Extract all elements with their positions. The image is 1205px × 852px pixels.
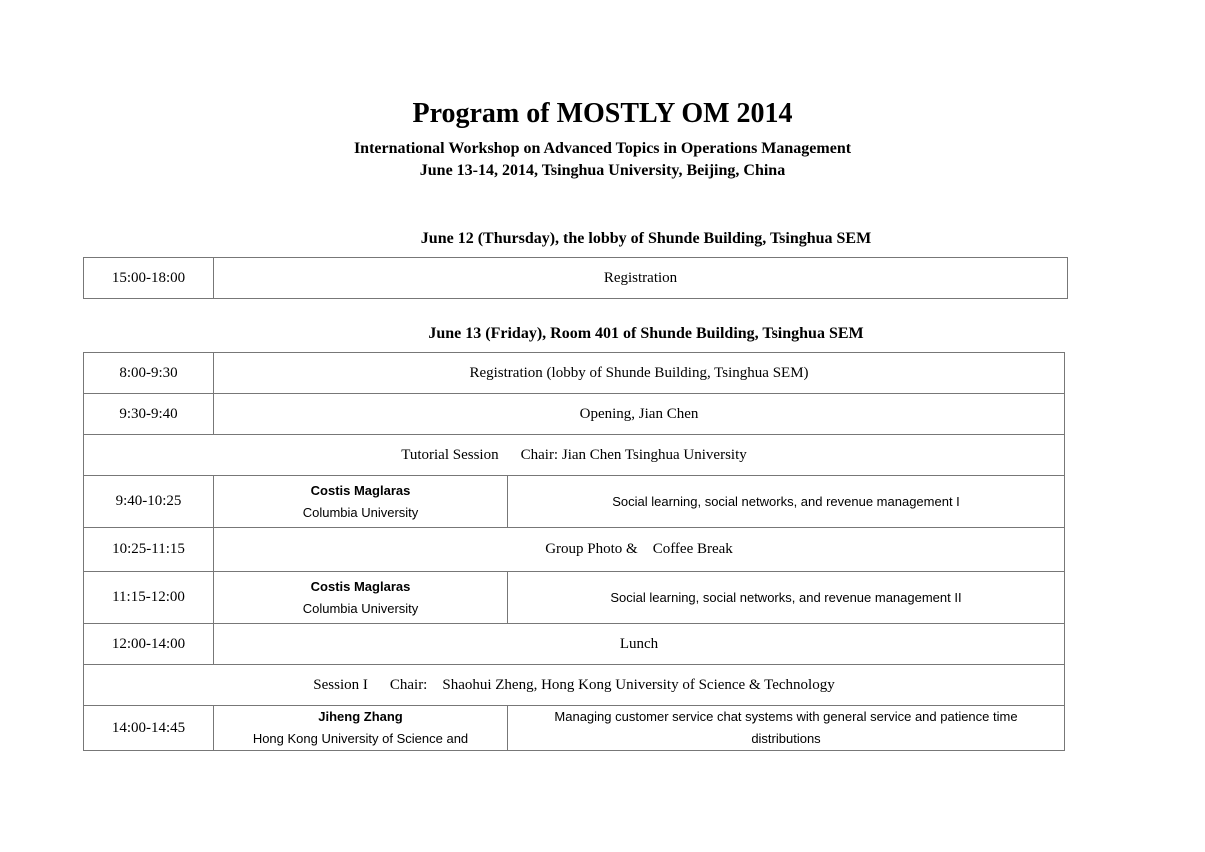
speaker-affiliation: Columbia University <box>302 600 419 616</box>
table-row <box>84 624 1065 665</box>
time-cell: 11:15-12:00 <box>84 572 214 624</box>
workshop-subtitle: International Workshop on Advanced Topics in Operations Management <box>353 140 852 157</box>
event-cell: Lunch <box>214 624 1065 665</box>
event-cell: Registration <box>214 258 1068 299</box>
session-chair: Chair: Shaohui Zheng, Hong Kong University of Science & Technology <box>389 676 835 693</box>
time-cell: 9:30-9:40 <box>84 394 214 435</box>
table-row <box>84 528 1065 572</box>
session-name: Session I <box>313 676 368 693</box>
talk-title-cell: Managing customer service chat systems with general service and patience time distributions <box>508 706 1065 751</box>
table-row <box>84 706 1065 751</box>
time-cell: 12:00-14:00 <box>84 624 214 665</box>
session-header-row <box>84 665 1065 706</box>
speaker-affiliation: Columbia University <box>302 504 419 520</box>
session-header-cell <box>84 435 1065 476</box>
speaker-name: Costis Maglaras <box>310 578 411 594</box>
table-row <box>84 258 1068 299</box>
talk-title-cell: Social learning, social networks, and revenue management II <box>508 572 1065 624</box>
day2-schedule-table <box>83 352 1065 751</box>
workshop-dates-location: June 13-14, 2014, Tsinghua University, Beijing, China <box>419 162 786 179</box>
table-row <box>84 476 1065 528</box>
day2-heading: June 13 (Friday), Room 401 of Shunde Building, Tsinghua SEM <box>428 325 864 342</box>
talk-title-cell: Social learning, social networks, and revenue management I <box>508 476 1065 528</box>
day1-schedule-table <box>83 257 1068 299</box>
speaker-name: Jiheng Zhang <box>318 709 403 724</box>
time-cell: 8:00-9:30 <box>84 353 214 394</box>
event-cell: Opening, Jian Chen <box>214 394 1065 435</box>
time-cell: 14:00-14:45 <box>84 706 214 751</box>
session-chair: Chair: Jian Chen Tsinghua University <box>520 446 747 463</box>
event-cell: Group Photo & Coffee Break <box>214 528 1065 572</box>
time-cell: 15:00-18:00 <box>84 258 214 299</box>
day1-heading: June 12 (Thursday), the lobby of Shunde Building, Tsinghua SEM <box>420 230 872 247</box>
table-row <box>84 353 1065 394</box>
speaker-name: Costis Maglaras <box>310 482 411 498</box>
time-cell: 10:25-11:15 <box>84 528 214 572</box>
speaker-affiliation: Hong Kong University of Science and <box>252 731 469 746</box>
speaker-cell <box>214 572 508 624</box>
time-cell: 9:40-10:25 <box>84 476 214 528</box>
event-cell: Registration (lobby of Shunde Building, Tsinghua SEM) <box>214 353 1065 394</box>
page-title: Program of MOSTLY OM 2014 <box>412 98 793 129</box>
session-header-row <box>84 435 1065 476</box>
speaker-cell <box>214 706 508 751</box>
table-row <box>84 394 1065 435</box>
speaker-cell <box>214 476 508 528</box>
session-header-cell <box>84 665 1065 706</box>
session-name: Tutorial Session <box>401 446 499 463</box>
table-row <box>84 572 1065 624</box>
